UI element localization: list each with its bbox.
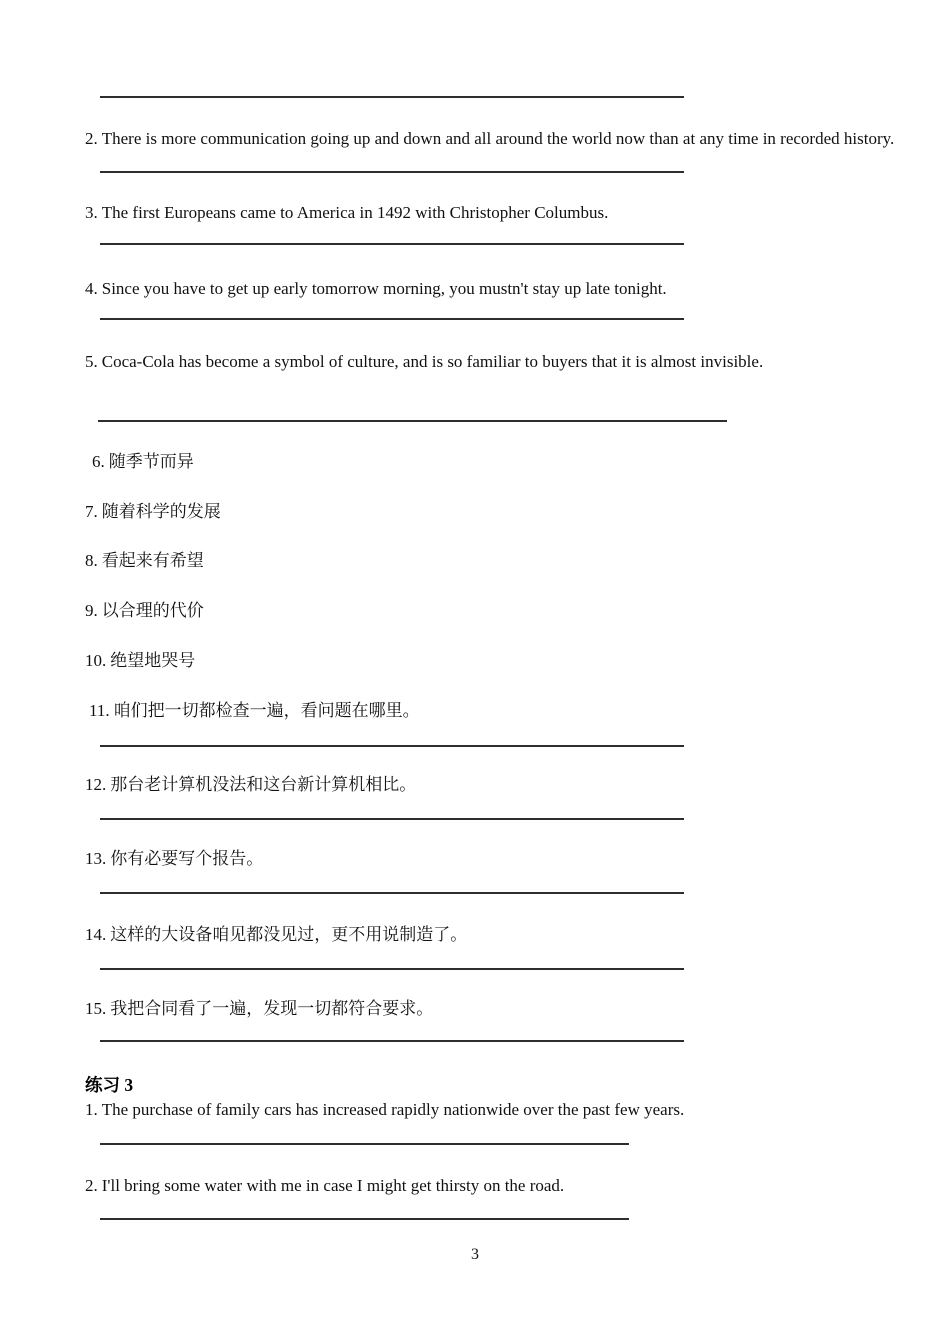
item-number: 12. xyxy=(85,775,107,794)
answer-blank-line[interactable] xyxy=(100,1040,684,1042)
item-text: 你有必要写个报告。 xyxy=(110,849,264,868)
item-text: Coca-Cola has become a symbol of culture, and is so familiar to buyers that it is almost invisible. xyxy=(101,352,764,371)
answer-blank-line[interactable] xyxy=(100,1218,629,1220)
item-text: The purchase of family cars has increased rapidly nationwide over the past few years. xyxy=(101,1100,685,1119)
item-number: 7. xyxy=(85,502,98,521)
item-11 xyxy=(89,700,420,722)
item-text: 这样的大设备咱见都没见过，更不用说制造了。 xyxy=(110,925,468,944)
item-number: 9. xyxy=(85,601,98,620)
item-6 xyxy=(92,451,194,473)
item-number: 11. xyxy=(89,701,110,720)
item-number: 2. xyxy=(85,129,98,148)
item-12 xyxy=(85,774,416,796)
item-number: 1. xyxy=(85,1100,98,1119)
item-15 xyxy=(85,998,433,1020)
answer-blank-line[interactable] xyxy=(100,243,684,245)
item-text: 看起来有希望 xyxy=(101,551,204,570)
answer-blank-line[interactable] xyxy=(100,818,684,820)
exercise3-item-1 xyxy=(85,1099,684,1121)
item-number: 8. xyxy=(85,551,98,570)
exercise3-item-2 xyxy=(85,1175,564,1197)
item-3 xyxy=(85,202,608,224)
item-number: 10. xyxy=(85,651,107,670)
item-7 xyxy=(85,501,221,523)
item-9 xyxy=(85,600,204,622)
item-text: 随着科学的发展 xyxy=(101,502,221,521)
item-number: 15. xyxy=(85,999,107,1018)
answer-blank-line[interactable] xyxy=(100,892,684,894)
page-number: 3 xyxy=(471,1246,479,1263)
item-text: The first Europeans came to America in 1492 with Christopher Columbus. xyxy=(101,203,609,222)
answer-blank-line[interactable] xyxy=(100,96,684,98)
answer-blank-line[interactable] xyxy=(100,171,684,173)
item-number: 13. xyxy=(85,849,107,868)
item-10 xyxy=(85,650,195,672)
item-14 xyxy=(85,924,467,946)
item-number: 6. xyxy=(92,452,105,471)
item-text: There is more communication going up and down and all around the world now than at any time in recorded history. xyxy=(101,129,895,148)
answer-blank-line[interactable] xyxy=(100,318,684,320)
item-number: 4. xyxy=(85,279,98,298)
item-text: 那台老计算机没法和这台新计算机相比。 xyxy=(110,775,417,794)
item-text: 随季节而异 xyxy=(108,452,194,471)
item-text: 我把合同看了一遍，发现一切都符合要求。 xyxy=(110,999,434,1018)
item-text: I'll bring some water with me in case I might get thirsty on the road. xyxy=(101,1176,565,1195)
item-text: 咱们把一切都检查一遍，看问题在哪里。 xyxy=(113,701,420,720)
item-number: 3. xyxy=(85,203,98,222)
item-5 xyxy=(85,351,763,373)
item-2 xyxy=(85,128,894,150)
item-text: 以合理的代价 xyxy=(101,601,204,620)
item-number: 14. xyxy=(85,925,107,944)
item-text: 绝望地哭号 xyxy=(110,651,196,670)
answer-blank-line[interactable] xyxy=(100,968,684,970)
item-8 xyxy=(85,550,204,572)
answer-blank-line[interactable] xyxy=(98,420,727,422)
answer-blank-line[interactable] xyxy=(100,745,684,747)
exercise3-heading: 练习 3 xyxy=(85,1075,134,1095)
item-text: Since you have to get up early tomorrow morning, you mustn't stay up late tonight. xyxy=(101,279,667,298)
item-13 xyxy=(85,848,263,870)
answer-blank-line[interactable] xyxy=(100,1143,629,1145)
item-number: 5. xyxy=(85,352,98,371)
item-number: 2. xyxy=(85,1176,98,1195)
item-4 xyxy=(85,278,667,300)
